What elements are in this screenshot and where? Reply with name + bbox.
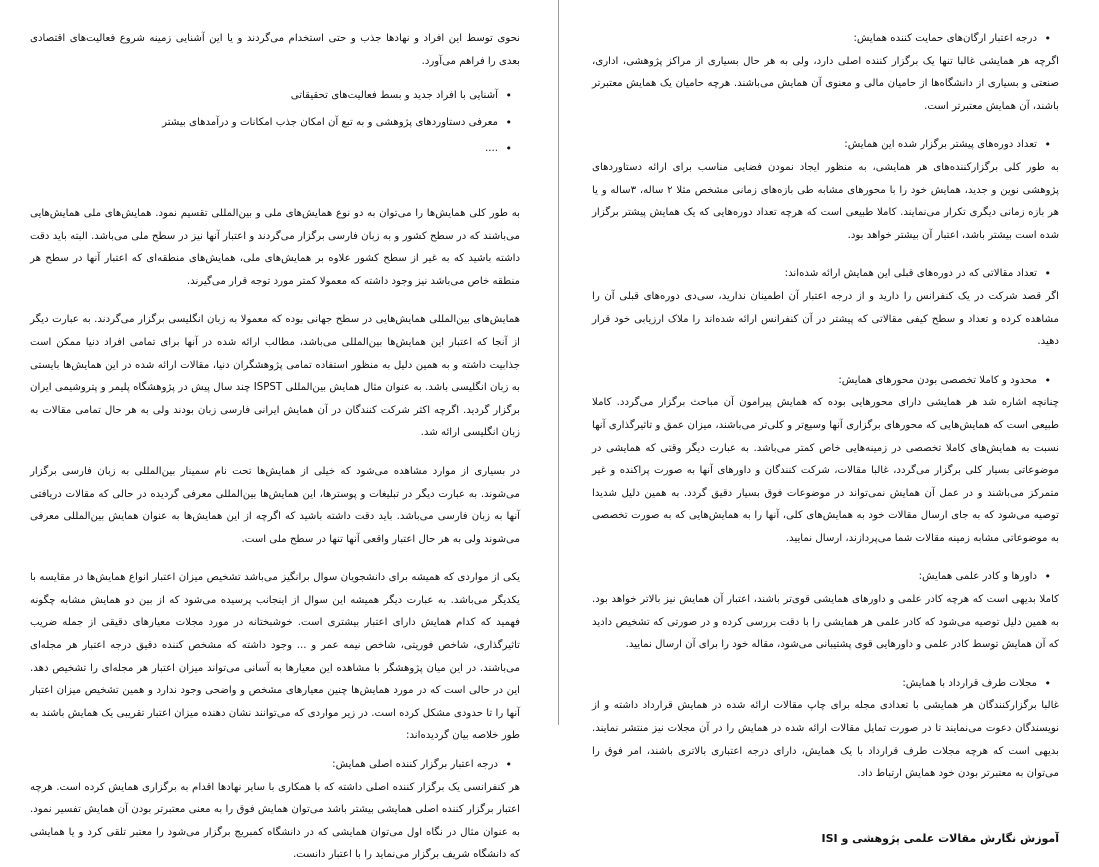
paragraph: هر کنفرانسی یک برگزار کننده اصلی داشته که با همکاری با سایر نهادها اقدام به برگزاری همایش کرده است. هرچه اعتبار برگزار کننده اصلی همایشی بیشتر باشد می‌توان همایش فوق را به معنی معتبرتر بودن آن همایش تفسیر نمود. به عنوان مثال در نگاه اول می‌توان همایشی که در دانشگاه کمبریج برگزار می‌شود را معتبر تلقی کرد و یا همایشی که دانشگاه شریف برگزار می‌نماید را با اعتبار دانست. — [30, 781, 520, 861]
bullet-heading: • درجه اعتبار برگزار کننده اصلی همایش: — [30, 754, 520, 777]
bullet-heading: • تعداد مقالاتی که در دوره‌های قبلی این همایش ارائه شده‌اند: — [592, 263, 1059, 286]
list-item: • آشنایی با افراد جدید و بسط فعالیت‌های تحقیقاتی — [30, 85, 520, 108]
benefits-list — [30, 85, 520, 161]
bullet-heading: • تعداد دوره‌های پیشتر برگزار شده این همایش: — [592, 134, 1059, 157]
paragraph-intro: نحوی توسط این افراد و نهادها جذب و حتی استخدام می‌گردند و یا این آشنایی زمینه شروع فعالیت‌های اقتصادی بعدی را فراهم می‌آورد. — [30, 33, 520, 67]
bullet-heading: • محدود و کاملا تخصصی بودن محورهای همایش: — [592, 370, 1059, 393]
paragraph: غالبا برگزارکنندگان هر همایشی با تعدادی مجله برای چاپ مقالات ارائه شده در همایش قرارداد داشته و از نویسندگان دعوت می‌نمایند تا در صورت تمایل مقالات ارائه شده در همایش را در آن مجلات نیز منتشر نمایند. بدیهی است که هرچه مجلات طرف قرارداد با یک همایش، دارای درجه اعتباری بالاتری باشند، امر فوق را می‌توان به معتبرتر بودن خود همایش ارتباط داد. — [592, 700, 1059, 780]
bullet-heading: • داورها و کادر علمی همایش: — [592, 566, 1059, 589]
paragraph: کاملا بدیهی است که هرچه کادر علمی و داورهای همایشی قوی‌تر باشند، اعتبار آن همایش نیز بالاتر خواهد بود. به همین دلیل توصیه می‌شود که کادر علمی هر همایشی را با دقت بررسی کرده و در صورتی که تشخیص دادید که آن همایش توسط کادر علمی و داورهایی قوی پشتیبانی می‌شود، مقاله خود را برای آن ارسال نمایید. — [592, 594, 1059, 651]
section-heading: آموزش نگارش مقالات علمی پژوهشی و ISI — [821, 831, 1059, 845]
list-item: • معرفی دستاوردهای پژوهشی و به تبع آن امکان جذب امکانات و درآمدهای بیشتر — [30, 112, 520, 135]
document-page-right — [566, 0, 1099, 845]
paragraph: به طور کلی همایش‌ها را می‌توان به دو نوع همایش‌های ملی و بین‌المللی تقسیم نمود. همایش‌های ملی همایش‌هایی می‌باشند که در سطح کشور و به زبان فارسی برگزار می‌گردند و اعتبار آنها نیز در سطح ملی می‌باشد. البته باید دقت داشته باشید که به غیر از سطح کشور علاوه بر همایش‌های ملی، همایش‌های منطقه‌ای که اعتبار آنها در سطح هر منطقه خاص می‌باشد نیز وجود داشته که معمولا کمتر مورد توجه قرار می‌گیرند. — [30, 207, 520, 287]
bullet-heading: • مجلات طرف قرارداد با همایش: — [592, 673, 1059, 696]
bullet-heading: • درجه اعتبار ارگان‌های حمایت کننده همایش: — [592, 28, 1059, 51]
list-item: • .... — [30, 138, 520, 161]
paragraph: به طور کلی برگزارکننده‌های هر همایشی، به منظور ایجاد نمودن فضایی مناسب برای ارائه دستاوردهای پژوهشی نوین و جدید، همایش خود را با محورهای مشابه طی بازه‌های زمانی مشخص مثلا ۲ ساله، ۳ساله و یا هر بازه زمانی دیگری تکرار می‌نمایند. کاملا طبیعی است که هرچه تعداد دوره‌هایی که یک همایش پیشتر برگزار شده است بیشتر باشد، اعتبار آن بیشتر خواهد بود. — [592, 161, 1059, 241]
paragraph: در بسیاری از موارد مشاهده می‌شود که خیلی از همایش‌ها تحت نام سمینار بین‌المللی به زبان فارسی برگزار می‌شوند. به عبارت دیگر در تبلیغات و پوسترها، این همایش‌ها بین‌المللی معرفی گردیده در حالی که مقالات دریافتی آنها به زبان فارسی می‌باشد. باید دقت داشته باشید که اگرچه از این همایش‌ها به عنوان همایش بین‌المللی معرفی می‌شوند ولی به هر حال اعتبار واقعی آنها تنها در سطح ملی است. — [30, 465, 520, 545]
paragraph: اگرچه هر همایشی غالبا تنها یک برگزار کننده اصلی دارد، ولی به هر حال بسیاری از مراکز پژوهشی، اداری، صنعتی و بسیاری از دانشگاه‌ها از حامیان مالی و معنوی آن همایش می‌باشند. هرچه حامیان یک همایش معتبرتر باشند، آن همایش معتبرتر است. — [592, 55, 1059, 112]
paragraph: یکی از مواردی که همیشه برای دانشجویان سوال برانگیز می‌باشد تشخیص میزان اعتبار انواع همایش‌ها در مقایسه با یکدیگر می‌باشد. به عبارت دیگر همیشه این سوال از اینجانب پرسیده می‌شود که از بین دو همایش مشابه چگونه فهمید که کدام همایش دارای اعتبار بیشتری است. خوشبختانه در مورد مجلات معیارهای دقیقی از جمله ضریب تاثیرگذاری، شاخص فوریتی، شاخص نیمه عمر و ... وجود داشته که مشخص کننده دقیق درجه اعتبار هر مجله‌ای می‌باشند. در این میان پژوهشگر با مشاهده این معیارها به آسانی می‌تواند میزان اعتبار هر مجله‌ای را تشخیص دهد. این در حالی است که در مورد همایش‌ها چنین معیارهای مشخص و واضحی وجود ندارد و همین تشخیص میزان اعتبار آنها را تا حدودی مشکل کرده است. در زیر مواردی که می‌توانند نشان دهنده میزان اعتبار تقریبی یک همایش باشند به طور خلاصه بیان گردیده‌اند: — [30, 572, 520, 742]
paragraph: اگر قصد شرکت در یک کنفرانس را دارید و از درجه اعتبار آن اطمینان ندارید، سی‌دی دوره‌های قبلی آن را مشاهده کرده و تعداد و سطح کیفی مقالاتی که پیشتر در آن کنفرانس ارائه شده‌اند را ملاک ارزیابی خود قرار دهید. — [592, 290, 1059, 348]
paragraph: چنانچه اشاره شد هر همایشی دارای محورهایی بوده که همایش پیرامون آن مباحث برگزار می‌گردد. کاملا طبیعی است که همایش‌هایی که محورهای برگزاری آنها وسیع‌تر و کلی‌تر می‌باشند، میزان عمق و تاثیرگذاری آنها نسبت به همایش‌های کاملا تخصصی در زمینه‌هایی خاص کمتر می‌باشد. به عبارت دیگر وقتی که همایشی در موضوعاتی بسیار کلی برگزار می‌گردد، غالبا مقالات، شرکت کنندگان و داورهای آنها به صورت پراکنده و غیر متمرکز می‌باشند و در عمل آن همایش نمی‌تواند در موضوعات فوق بسیار دقیق گردد. به همین دلیل شدیدا توصیه می‌شود که به جای ارسال مقالات خود به همایش‌های کلی، آنها را به همایش‌هایی که به صورت تخصصی به موضوعاتی مشابه زمینه مقالات شما می‌پردازند، ارسال نمایید. — [592, 397, 1059, 544]
paragraph: همایش‌های بین‌المللی همایش‌هایی در سطح جهانی بوده که معمولا به زبان انگلیسی برگزار می‌گردند. به عبارت دیگر از آنجا که اعتبار این همایش‌ها بین‌المللی می‌باشد، مطالب ارائه شده در آنها برای تمامی افراد دنیا ممکن است جذابیت داشته و به همین دلیل به منظور استفاده تمامی پژوهشگران دنیا، مقالات ارائه شده در این همایش‌ها بایستی به زبان انگلیسی باشد. به عنوان مثال همایش بین‌المللی ISPST چند سال پیش در پژوهشگاه پلیمر و پتروشیمی ایران برگزار گردید. اگرچه اکثر شرکت کنندگان در آن همایش ایرانی فارسی زبان بودند ولی به هر حال تمامی مقالات به زبان انگلیسی ارائه شد. — [30, 314, 520, 439]
